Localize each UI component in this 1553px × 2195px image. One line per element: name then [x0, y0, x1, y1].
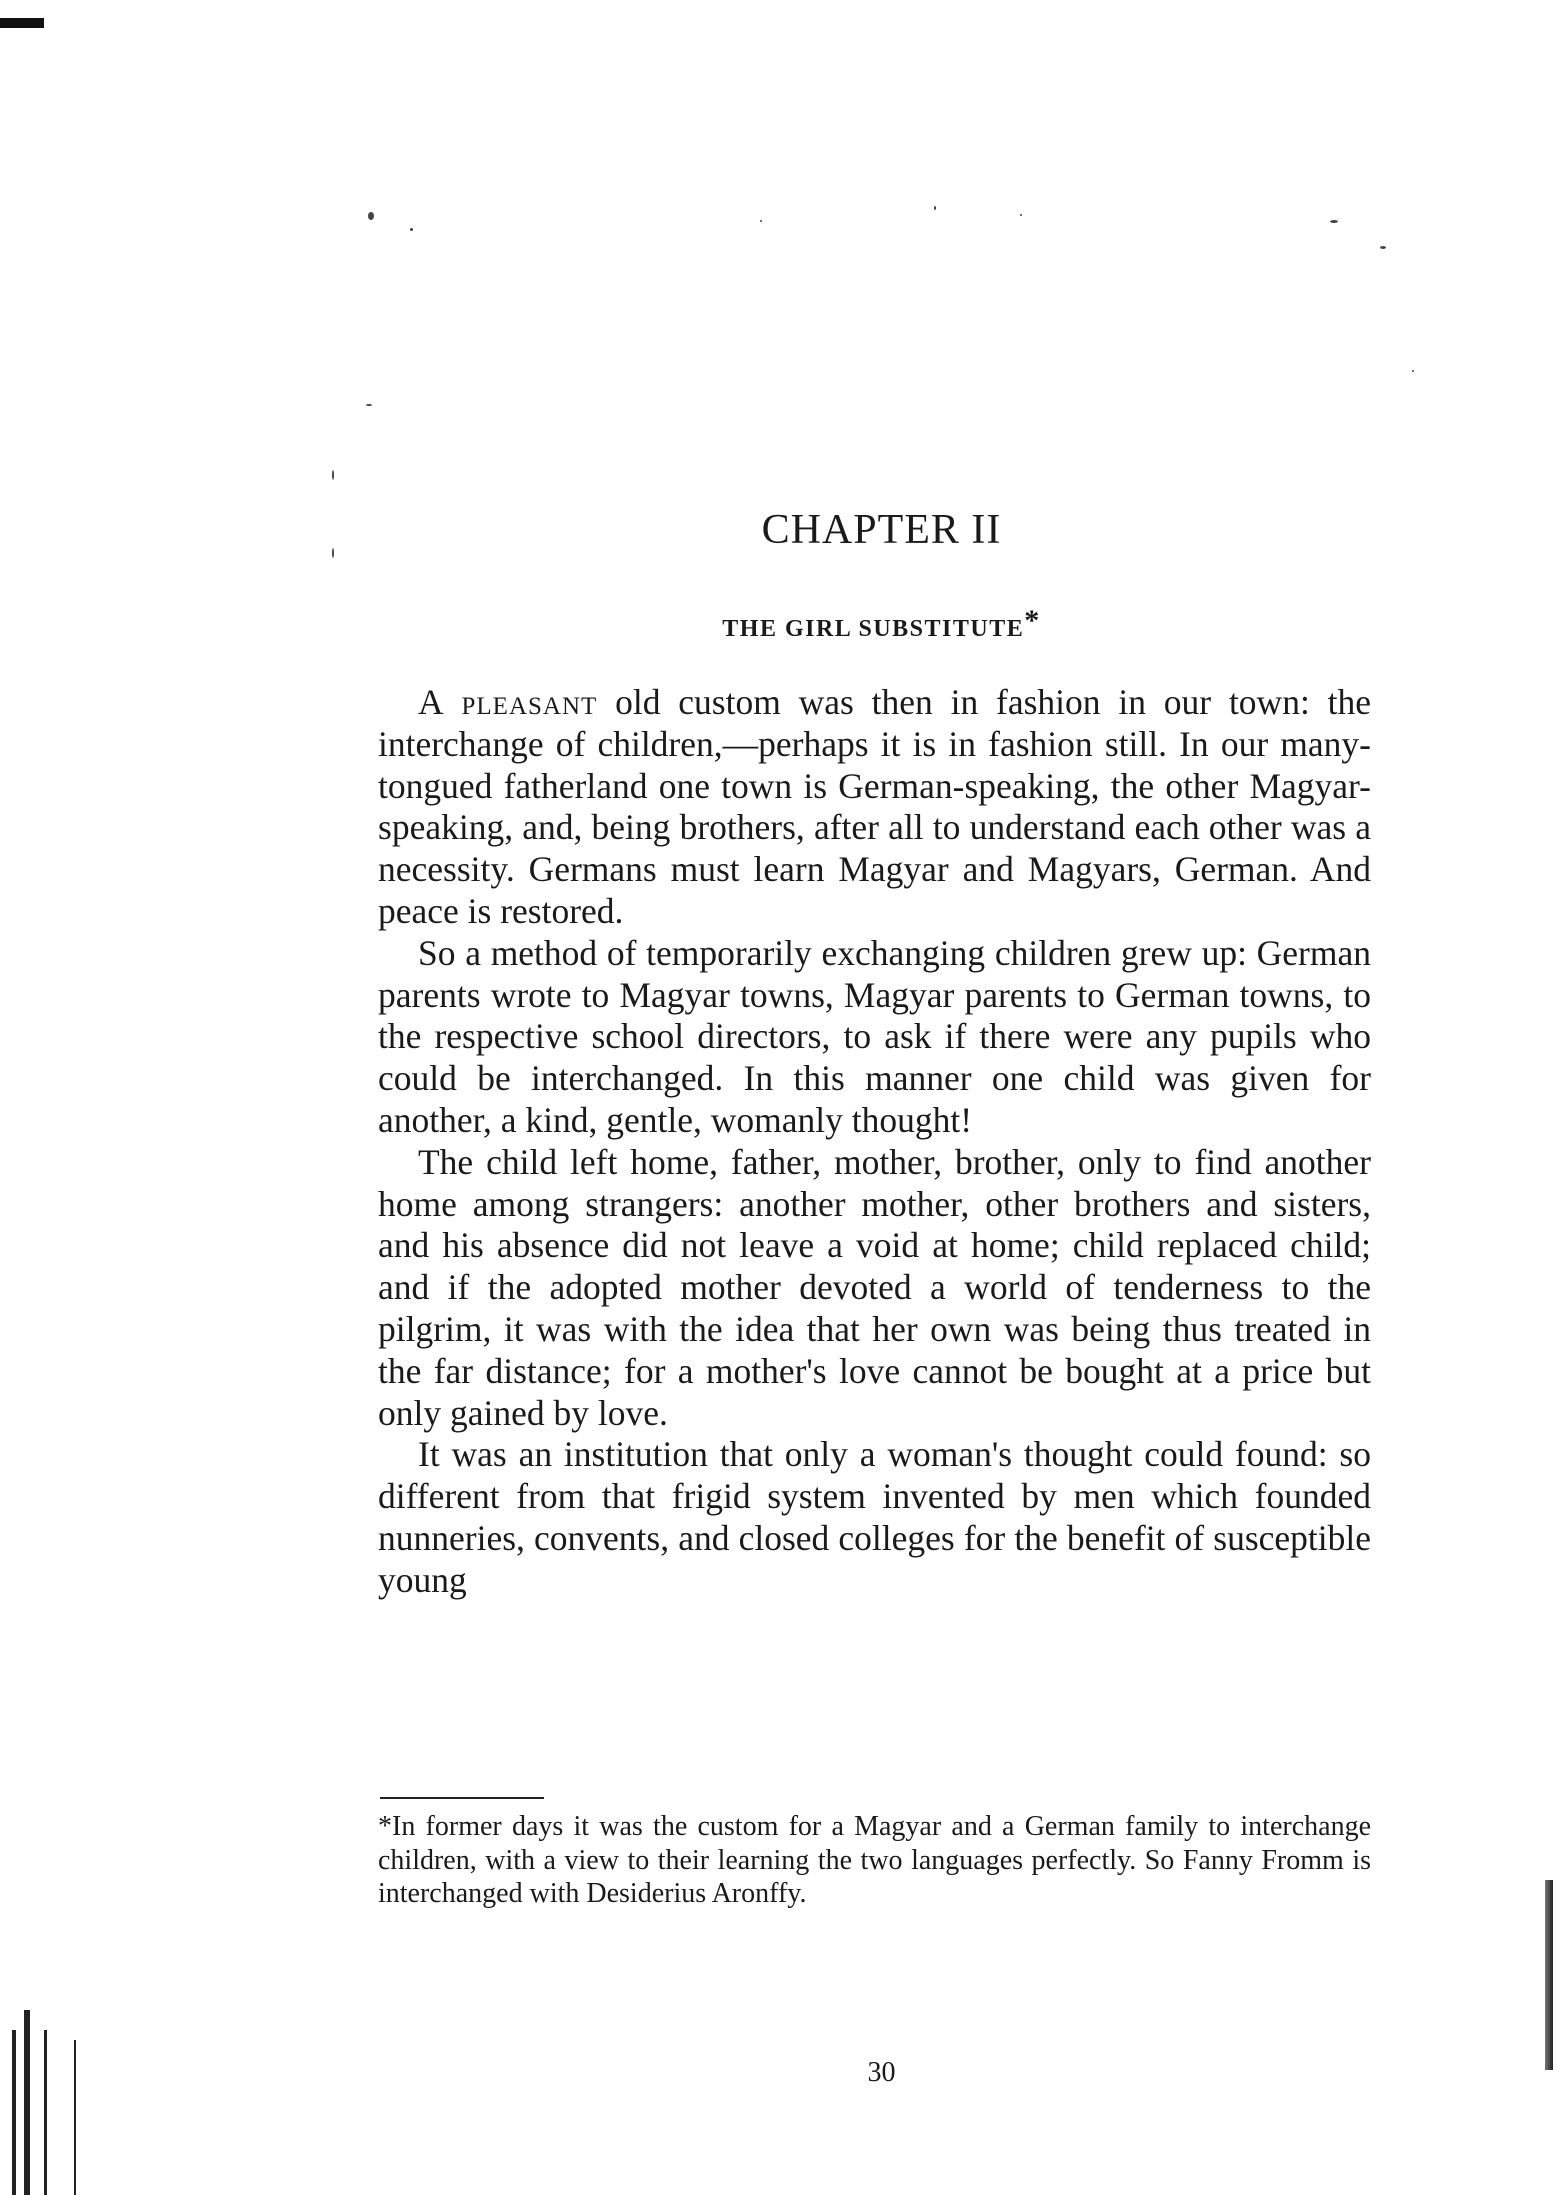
scan-speck: [1380, 246, 1386, 249]
scan-edge-shadow: [1545, 1880, 1553, 2070]
scan-speck: [760, 220, 762, 222]
paragraph-lead-words: A pleasant: [418, 682, 598, 722]
paragraph: So a method of temporarily exchanging children grew up: German parents wrote to Magyar towns, Magyar parents to German towns, to the respective school directors, to ask if there were any pupils who could be interchanged. In this manner one child was given for another, a kind, gentle, womanly thought!: [378, 932, 1371, 1140]
scan-speck: [1020, 214, 1022, 216]
paragraph: [378, 682, 1371, 933]
scan-binding-shadow: [24, 2010, 30, 2195]
scan-speck: [366, 404, 372, 406]
scan-speck: [1412, 370, 1414, 372]
paragraph: The child left home, father, mother, brother, only to find another home among strangers: another mother, other brothers and sisters, and his absence did not leave a void at home; child replaced child; and if the adopted mother devoted a world of tenderness to the pilgrim, it was with the idea that her own was being thus treated in the far distance; for a mother's love cannot be bought at a price but only gained by love.: [378, 1141, 1371, 1433]
scan-speck: [934, 206, 936, 210]
paragraph-text: old custom was then in fashion in our town: the interchange of children,—perhaps it is in fashion still. In our many-tongued fatherland one town is German-speaking, the other Magyar-speaking, and, being brothers, after all to understand each other was a necessity. Germans must learn Magyar and Magyars, German. And peace is restored.: [378, 682, 1371, 931]
chapter-subtitle-text: THE GIRL SUBSTITUTE: [722, 616, 1025, 642]
scan-binding-shadow: [12, 2030, 16, 2195]
chapter-title: CHAPTER II: [761, 507, 1002, 553]
scan-speck: [368, 212, 374, 220]
chapter-body: [378, 682, 1371, 1602]
chapter-subtitle: [0, 604, 1553, 643]
footnote-marker: *: [1024, 604, 1041, 637]
page-number: 30: [867, 2057, 896, 2088]
footnote-divider: [380, 1797, 544, 1799]
footnote: *In former days it was the custom for a Magyar and a German family to interchange children, with a view to their learning the two languages perfectly. So Fanny Fromm is interchanged with Desiderius Aronffy.: [378, 1811, 1371, 1909]
paragraph: It was an institution that only a woman's thought could found: so different from that frigid system invented by men which founded nunneries, convents, and closed colleges for the benefit of susceptible young: [378, 1434, 1371, 1600]
scan-speck: [410, 228, 413, 231]
scan-binding-shadow: [44, 2030, 47, 2195]
scan-speck: [1330, 220, 1338, 223]
scan-speck: [332, 470, 334, 480]
scan-edge-mark: [0, 18, 44, 28]
